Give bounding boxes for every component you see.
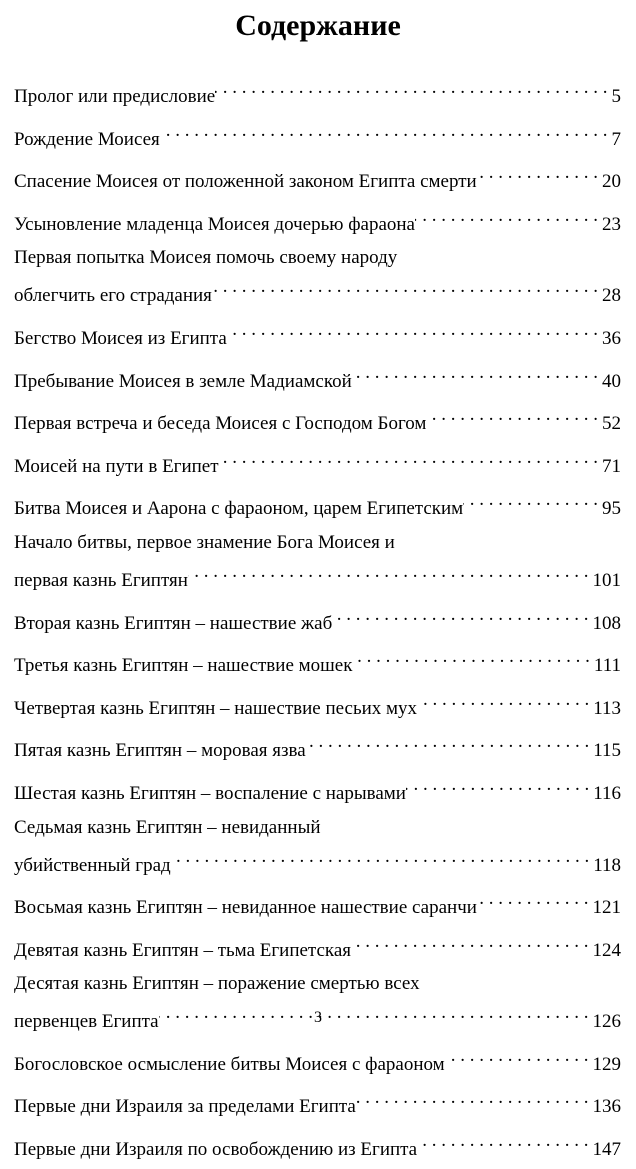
dot-leader [171,842,594,871]
dot-leader [445,1041,593,1070]
toc-entry-page: 95 [602,498,621,520]
toc-entry-title: первая казнь Египтян [14,569,188,591]
toc-entry-row [14,685,621,723]
toc-entry [14,813,621,880]
dot-leader [219,443,602,472]
toc-entry [14,315,621,353]
toc-entry-title: Третья казнь Египтян – нашествие мошек [14,655,353,677]
toc-entry-row [14,727,621,765]
toc-entry-row [14,770,621,808]
dot-leader [477,158,602,187]
toc-entry-row [14,485,621,523]
toc-entry [14,528,621,595]
toc-entry [14,600,621,638]
toc-entry-page: 5 [611,86,621,107]
toc-entry-row [14,642,621,680]
toc-entry-title: Богословское осмысление битвы Моисея с фараоном [14,1053,445,1075]
toc-entry-title: Бегство Моисея из Египта [14,327,227,349]
dot-leader [160,116,612,145]
toc-entry-row [14,201,621,239]
toc-entry [14,727,621,765]
toc-entry-title: Шестая казнь Египтян – воспаление с нарывами [14,782,406,804]
toc-entry-row [14,315,621,353]
toc-entry-title: Первые дни Израиля за пределами Египта [14,1096,356,1118]
toc-entry-page: 147 [592,1139,621,1161]
dot-leader [351,927,593,956]
toc-entry-title: Первая встреча и беседа Моисея с Господом Богом [14,413,427,435]
toc-entry-page: 115 [593,740,621,762]
toc-entry-title-line1: Первая попытка Моисея помочь своему народу [14,247,398,269]
toc-entry [14,770,621,808]
toc-entry [14,685,621,723]
toc-entry-page: 52 [602,413,621,435]
dot-leader [215,73,611,102]
toc-entry-title: Первые дни Израиля по освобождению из Египта [14,1139,418,1161]
toc-entry-title: Битва Моисея и Аарона с фараоном, царем Египетским [14,498,464,520]
toc-entry-title: Девятая казнь Египтян – тьма Египетская [14,939,351,961]
toc-entry-row [14,927,621,965]
toc-entry-page: 36 [602,327,621,349]
toc-entry [14,1083,621,1121]
toc-entry-title-line1: Седьмая казнь Египтян – невиданный [14,816,321,838]
toc-entry [14,443,621,481]
toc-entry-title: Четвертая казнь Египтян – нашествие песьих мух [14,697,418,719]
toc-entry-title: Пятая казнь Египтян – моровая язва [14,740,306,762]
toc-entry-row [14,400,621,438]
toc-entry-title: Моисей на пути в Египет [14,455,219,477]
dot-leader [417,685,593,714]
toc-entry-title-line1: Десятая казнь Египтян – поражение смертью всех [14,973,420,995]
toc-entry-title: Пролог или предисловие [14,86,216,107]
toc-entry-row [14,600,621,638]
toc-entry-page: 108 [592,612,621,634]
table-of-contents [14,73,621,1169]
dot-leader [352,642,593,671]
toc-entry-page: 121 [592,897,621,919]
toc-entry [14,358,621,396]
toc-entry-row [14,443,621,481]
toc-entry-title: Вторая казнь Египтян – нашествие жаб [14,612,333,634]
toc-entry-title: Усыновление младенца Моисея дочерью фараона [14,213,415,235]
toc-entry-title-line1: Начало битвы, первое знамение Бога Моисея и [14,531,395,553]
toc-entry-title: Пребывание Моисея в земле Мадиамской [14,370,352,392]
toc-entry-row [14,158,621,196]
toc-entry-row [14,884,621,922]
toc-entry-page: 124 [592,939,621,961]
toc-entry-page: 126 [592,1011,621,1033]
dot-leader [406,770,593,799]
dot-leader [332,600,592,629]
page-title: Содержание [235,9,401,42]
dot-leader [463,485,602,514]
toc-entry-row [14,358,621,396]
toc-entry-title: Рождение Моисея [14,128,160,150]
dot-leader [415,201,602,230]
toc-entry-row [14,116,621,154]
toc-entry-title: Восьмая казнь Египтян – невиданное нашествие саранчи [14,897,477,919]
toc-entry-page: 20 [602,171,621,193]
dot-leader [352,358,602,387]
toc-entry-page: 23 [602,213,621,235]
toc-entry-row [14,272,621,310]
toc-entry [14,400,621,438]
toc-entry-page: 118 [593,854,621,876]
toc-entry-row [14,1126,621,1164]
toc-entry-title: Спасение Моисея от положенной законом Египта смерти [14,171,477,193]
toc-entry-page: 71 [602,455,621,477]
dot-leader [426,400,602,429]
toc-entry [14,927,621,965]
toc-entry-row [14,1041,621,1079]
toc-entry [14,1126,621,1164]
toc-entry-row [14,557,621,595]
toc-entry [14,884,621,922]
dot-leader [212,272,602,301]
toc-entry-title: первенцев Египта [14,1011,159,1033]
toc-entry-title: убийственный град [14,854,171,876]
toc-entry-page: 116 [593,782,621,804]
dot-leader [188,557,593,586]
dot-leader [227,315,602,344]
dot-leader [356,1083,593,1112]
toc-entry-page: 28 [602,285,621,307]
toc-entry [14,485,621,523]
toc-entry [14,116,621,154]
toc-entry-page: 113 [593,697,621,719]
dot-leader [306,727,594,756]
toc-entry [14,158,621,196]
dot-leader [477,884,593,913]
toc-entry-page: 7 [611,128,621,150]
toc-entry [14,243,621,310]
toc-entry-page: 129 [592,1053,621,1075]
toc-entry-title: облегчить его страдания [14,285,212,307]
toc-entry-row [14,73,621,111]
toc-entry-row [14,842,621,880]
page-number: 3 [314,1009,322,1026]
toc-entry-row [14,1083,621,1121]
toc-entry-page: 111 [593,655,621,677]
toc-entry [14,73,621,111]
dot-leader [417,1126,592,1155]
toc-entry-page: 40 [602,370,621,392]
toc-entry [14,642,621,680]
toc-entry-page: 101 [592,569,621,591]
toc-entry [14,201,621,239]
toc-entry-page: 136 [592,1096,621,1118]
toc-entry [14,1041,621,1079]
